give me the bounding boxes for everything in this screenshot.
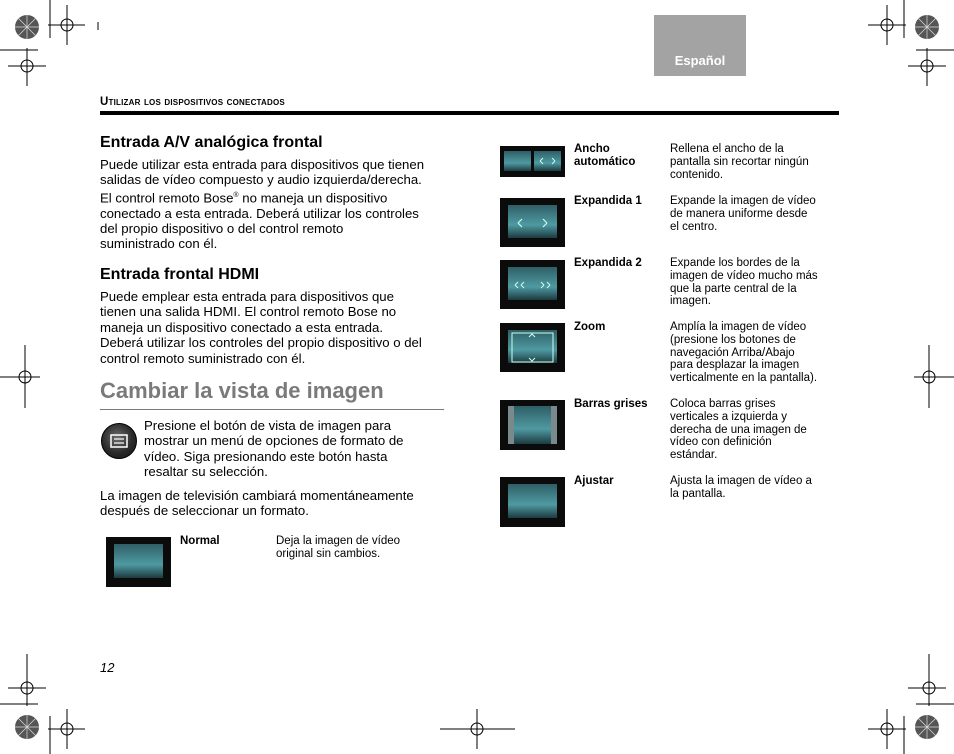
view-mode-description-line: Rellena el ancho de la [670, 143, 784, 155]
page-number: 12 [100, 660, 115, 675]
view-mode-description-line: la pantalla. [670, 487, 726, 500]
view-mode-description-line: derecha de una imagen de [670, 423, 807, 436]
view-mode-description-line: imagen. [670, 295, 711, 308]
language-tab-label: Español [674, 53, 726, 68]
language-tab [654, 15, 746, 76]
text-line: después de seleccionar un formato. [100, 503, 309, 519]
view-mode-description-line: Amplía la imagen de vídeo [670, 321, 807, 333]
page-title: Cambiar la vista de imagen [100, 378, 384, 403]
text-line: vídeo. Siga presionando este botón hasta [144, 448, 388, 464]
running-title: Utilizar los dispositivos conectados [100, 96, 285, 108]
section-heading-hdmi-input: Entrada frontal HDMI [100, 266, 260, 283]
tv-fit-icon [500, 477, 565, 527]
view-mode-name-line: Zoom [574, 321, 606, 333]
picture-view-button-icon [101, 423, 137, 459]
view-mode-description-line: que la parte central de la [670, 282, 797, 295]
tv-zoom-icon [500, 323, 565, 372]
view-mode-description-line: navegación Arriba/Abajo [670, 346, 795, 359]
view-mode-description-line: de manera uniforme desde [670, 207, 808, 220]
tv-expand2-icon [500, 260, 565, 309]
view-mode-name [574, 398, 648, 411]
section-heading-av-input: Entrada A/V analógica frontal [100, 134, 323, 151]
view-mode-description-line: verticales a izquierda y [670, 410, 787, 423]
text-line: Puede emplear esta entrada para dispositivos que [100, 289, 394, 304]
view-mode-description-line: Deja la imagen de vídeo [276, 535, 401, 547]
instruction-text [144, 418, 444, 480]
section-body-hdmi-input [100, 289, 445, 366]
text-line: La imagen de televisión cambiará momentáneamente [100, 488, 414, 503]
view-mode-name-line: Expandida 1 [574, 195, 642, 207]
view-mode-description-line: original sin cambios. [276, 547, 381, 560]
tv-auto-width-icon [500, 146, 565, 177]
view-mode-description [670, 475, 835, 501]
text-line: tienen una salida HDMI. El control remoto Bose no [100, 304, 397, 320]
view-mode-name-line: Normal [180, 535, 220, 547]
view-mode-name-line: automático [574, 155, 636, 168]
text-line: resaltar su selección. [144, 464, 268, 480]
view-mode-name-line: Barras grises [574, 398, 648, 410]
view-mode-name [574, 321, 605, 334]
text-line: salidas de vídeo compuesto y audio izquierda/derecha. [100, 172, 422, 188]
text-line: mostrar un menú de opciones de formato de [144, 433, 404, 449]
registered-mark: ® [233, 191, 239, 199]
view-mode-description-line: Coloca barras grises [670, 398, 776, 410]
view-mode-description-line: Expande los bordes de la [670, 257, 800, 269]
view-mode-description-line: estándar. [670, 449, 718, 462]
view-mode-name [574, 475, 614, 488]
view-mode-description [670, 257, 835, 308]
view-mode-description-line: vídeo con definición [670, 436, 772, 449]
text-line: El control remoto Bose® no maneja un dispositivo [100, 190, 388, 206]
view-mode-description-line: el centro. [670, 220, 718, 233]
text-line: maneja un dispositivo conectado a esta entrada. [100, 319, 383, 335]
text-line: suministrado con él. [100, 236, 218, 252]
view-mode-description [670, 195, 835, 233]
view-mode-name [574, 257, 642, 270]
text-line: Deberá utilizar los controles del propio dispositivo o del [100, 335, 422, 351]
view-mode-description-line: verticalmente en la pantalla). [670, 372, 818, 385]
view-mode-description [670, 321, 835, 385]
tv-gray-bars-icon [500, 400, 565, 450]
tv-normal-icon [106, 537, 171, 587]
view-mode-name-line: Ajustar [574, 475, 614, 487]
view-mode-description-line: Ajusta la imagen de vídeo a [670, 475, 812, 487]
section-body-av-input [100, 157, 445, 252]
view-mode-name [574, 143, 635, 169]
view-mode-description-line: Expande la imagen de vídeo [670, 195, 816, 207]
view-mode-description [276, 535, 441, 561]
title-rule [100, 409, 444, 410]
text-line: del propio dispositivo o del control remoto [100, 221, 344, 237]
text-line: Presione el botón de vista de imagen para [144, 418, 392, 433]
view-mode-description [670, 143, 835, 181]
view-mode-name-line: Expandida 2 [574, 257, 642, 269]
view-mode-description-line: imagen de vídeo mucho más [670, 269, 818, 282]
view-mode-name [180, 535, 220, 548]
note-text [100, 488, 445, 519]
view-mode-description-line: (presione los botones de [670, 333, 796, 346]
view-mode-name-line: Ancho [574, 143, 610, 155]
view-mode-description-line: pantalla sin recortar ningún [670, 155, 809, 168]
text-line: control remoto suministrado con él. [100, 350, 306, 366]
header-rule [100, 111, 839, 115]
view-mode-description-line: para desplazar la imagen [670, 359, 800, 372]
view-mode-description-line: contenido. [670, 168, 724, 181]
text-line: Puede utilizar esta entrada para dispositivos que tienen [100, 157, 425, 172]
tv-expand1-icon [500, 198, 565, 247]
view-mode-name [574, 195, 642, 208]
view-mode-description [670, 398, 835, 462]
text-line: conectado a esta entrada. Deberá utilizar los controles [100, 205, 419, 221]
